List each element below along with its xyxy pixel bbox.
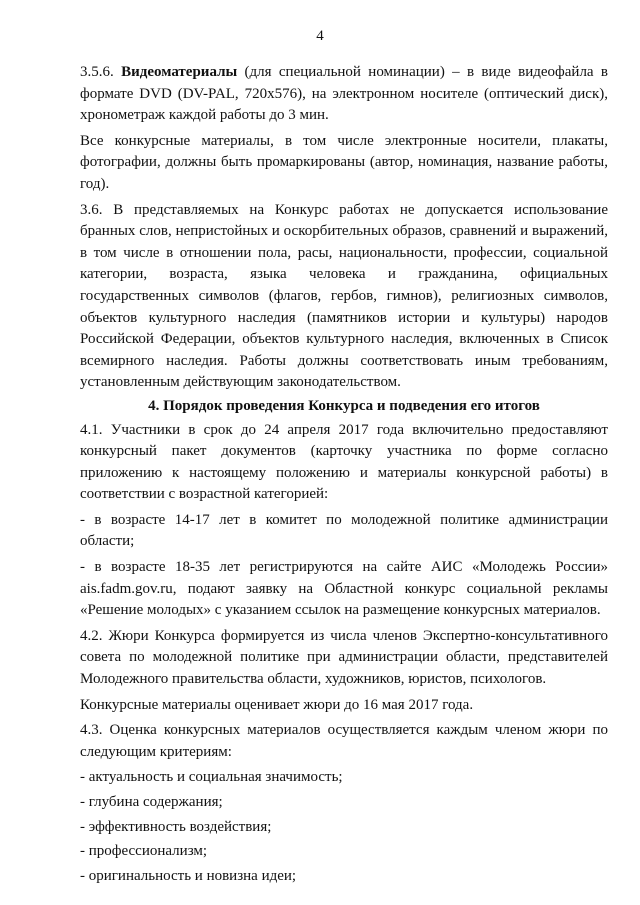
section-number: 3.5.6. [80, 64, 114, 80]
criteria-item: - оригинальность и новизна идеи; [80, 867, 297, 884]
criteria-item: - эффективность воздействия; [80, 818, 272, 835]
paragraph-4-2: 4.2. Жюри Конкурса формируется из числа членов Экспертно-консультативного совета по молодежной политике при администрации области, представителей Молодежного правительства области, художников, юристов, психологов. [80, 627, 608, 688]
paragraph-marking: Все конкурсные материалы, в том числе электронные носители, плакаты, фотографии, должны быть промаркированы (автор, номинация, название работы, год). [80, 132, 608, 192]
section-title-bold: Видеоматериалы [121, 64, 238, 80]
section-text: (для специальной номинации) – в виде видеофайла в формате DVD (DV-PAL, 720x576), на электронном носителе (оптический диск), хронометраж каждой работы до 3 мин. [80, 64, 609, 124]
paragraph-jury-deadline: Конкурсные материалы оценивает жюри до 16 мая 2017 года. [80, 696, 474, 713]
criteria-item: - профессионализм; [80, 843, 208, 860]
paragraph-4-1-b: - в возрасте 18-35 лет регистрируются на сайте АИС «Молодежь России» ais.fadm.gov.ru, подают заявку на Областной конкурс социальной рекламы «Решение молодых» с указанием ссылок на размещение конкурсных материалов. [80, 559, 608, 619]
page-number: 4 [316, 28, 324, 44]
criteria-item: - глубина содержания; [80, 794, 223, 810]
paragraph-4-1: 4.1. Участники в срок до 24 апреля 2017 года включительно предоставляют конкурсный пакет документов (карточку участника по форме согласно приложению к настоящему положению и материалы конкурсной работы) в соответствии с возрастной категорией: [80, 421, 608, 503]
paragraph-4-3: 4.3. Оценка конкурсных материалов осуществляется каждым членом жюри по следующим критериям: [80, 722, 608, 760]
document-body [80, 62, 608, 890]
paragraph-4-1-a: - в возрасте 14-17 лет в комитет по молодежной политике администрации области; [80, 511, 608, 550]
criteria-item: - актуальность и социальная значимость; [80, 769, 343, 786]
section-heading-4: 4. Порядок проведения Конкурса и подведения его итогов [148, 397, 540, 414]
paragraph-3-6: 3.6. В представляемых на Конкурс работах не допускается использование бранных слов, непристойных и оскорбительных образов, сравнений и выражений, в том числе в отношении пола, расы, национальности, профессии, социальной категории, возраста, языка человека и гражданина, официальных государственных символов (флагов, гербов, гимнов), религиозных символов, объектов культурного наследия (памятников истории и культуры) народов Российской Федерации, объектов культурного наследия, включенных в Список всемирного наследия. Работы должны соответствовать иным требованиям, установленным действующим законодательством. [80, 201, 608, 391]
paragraph-3-5-6 [80, 62, 608, 127]
